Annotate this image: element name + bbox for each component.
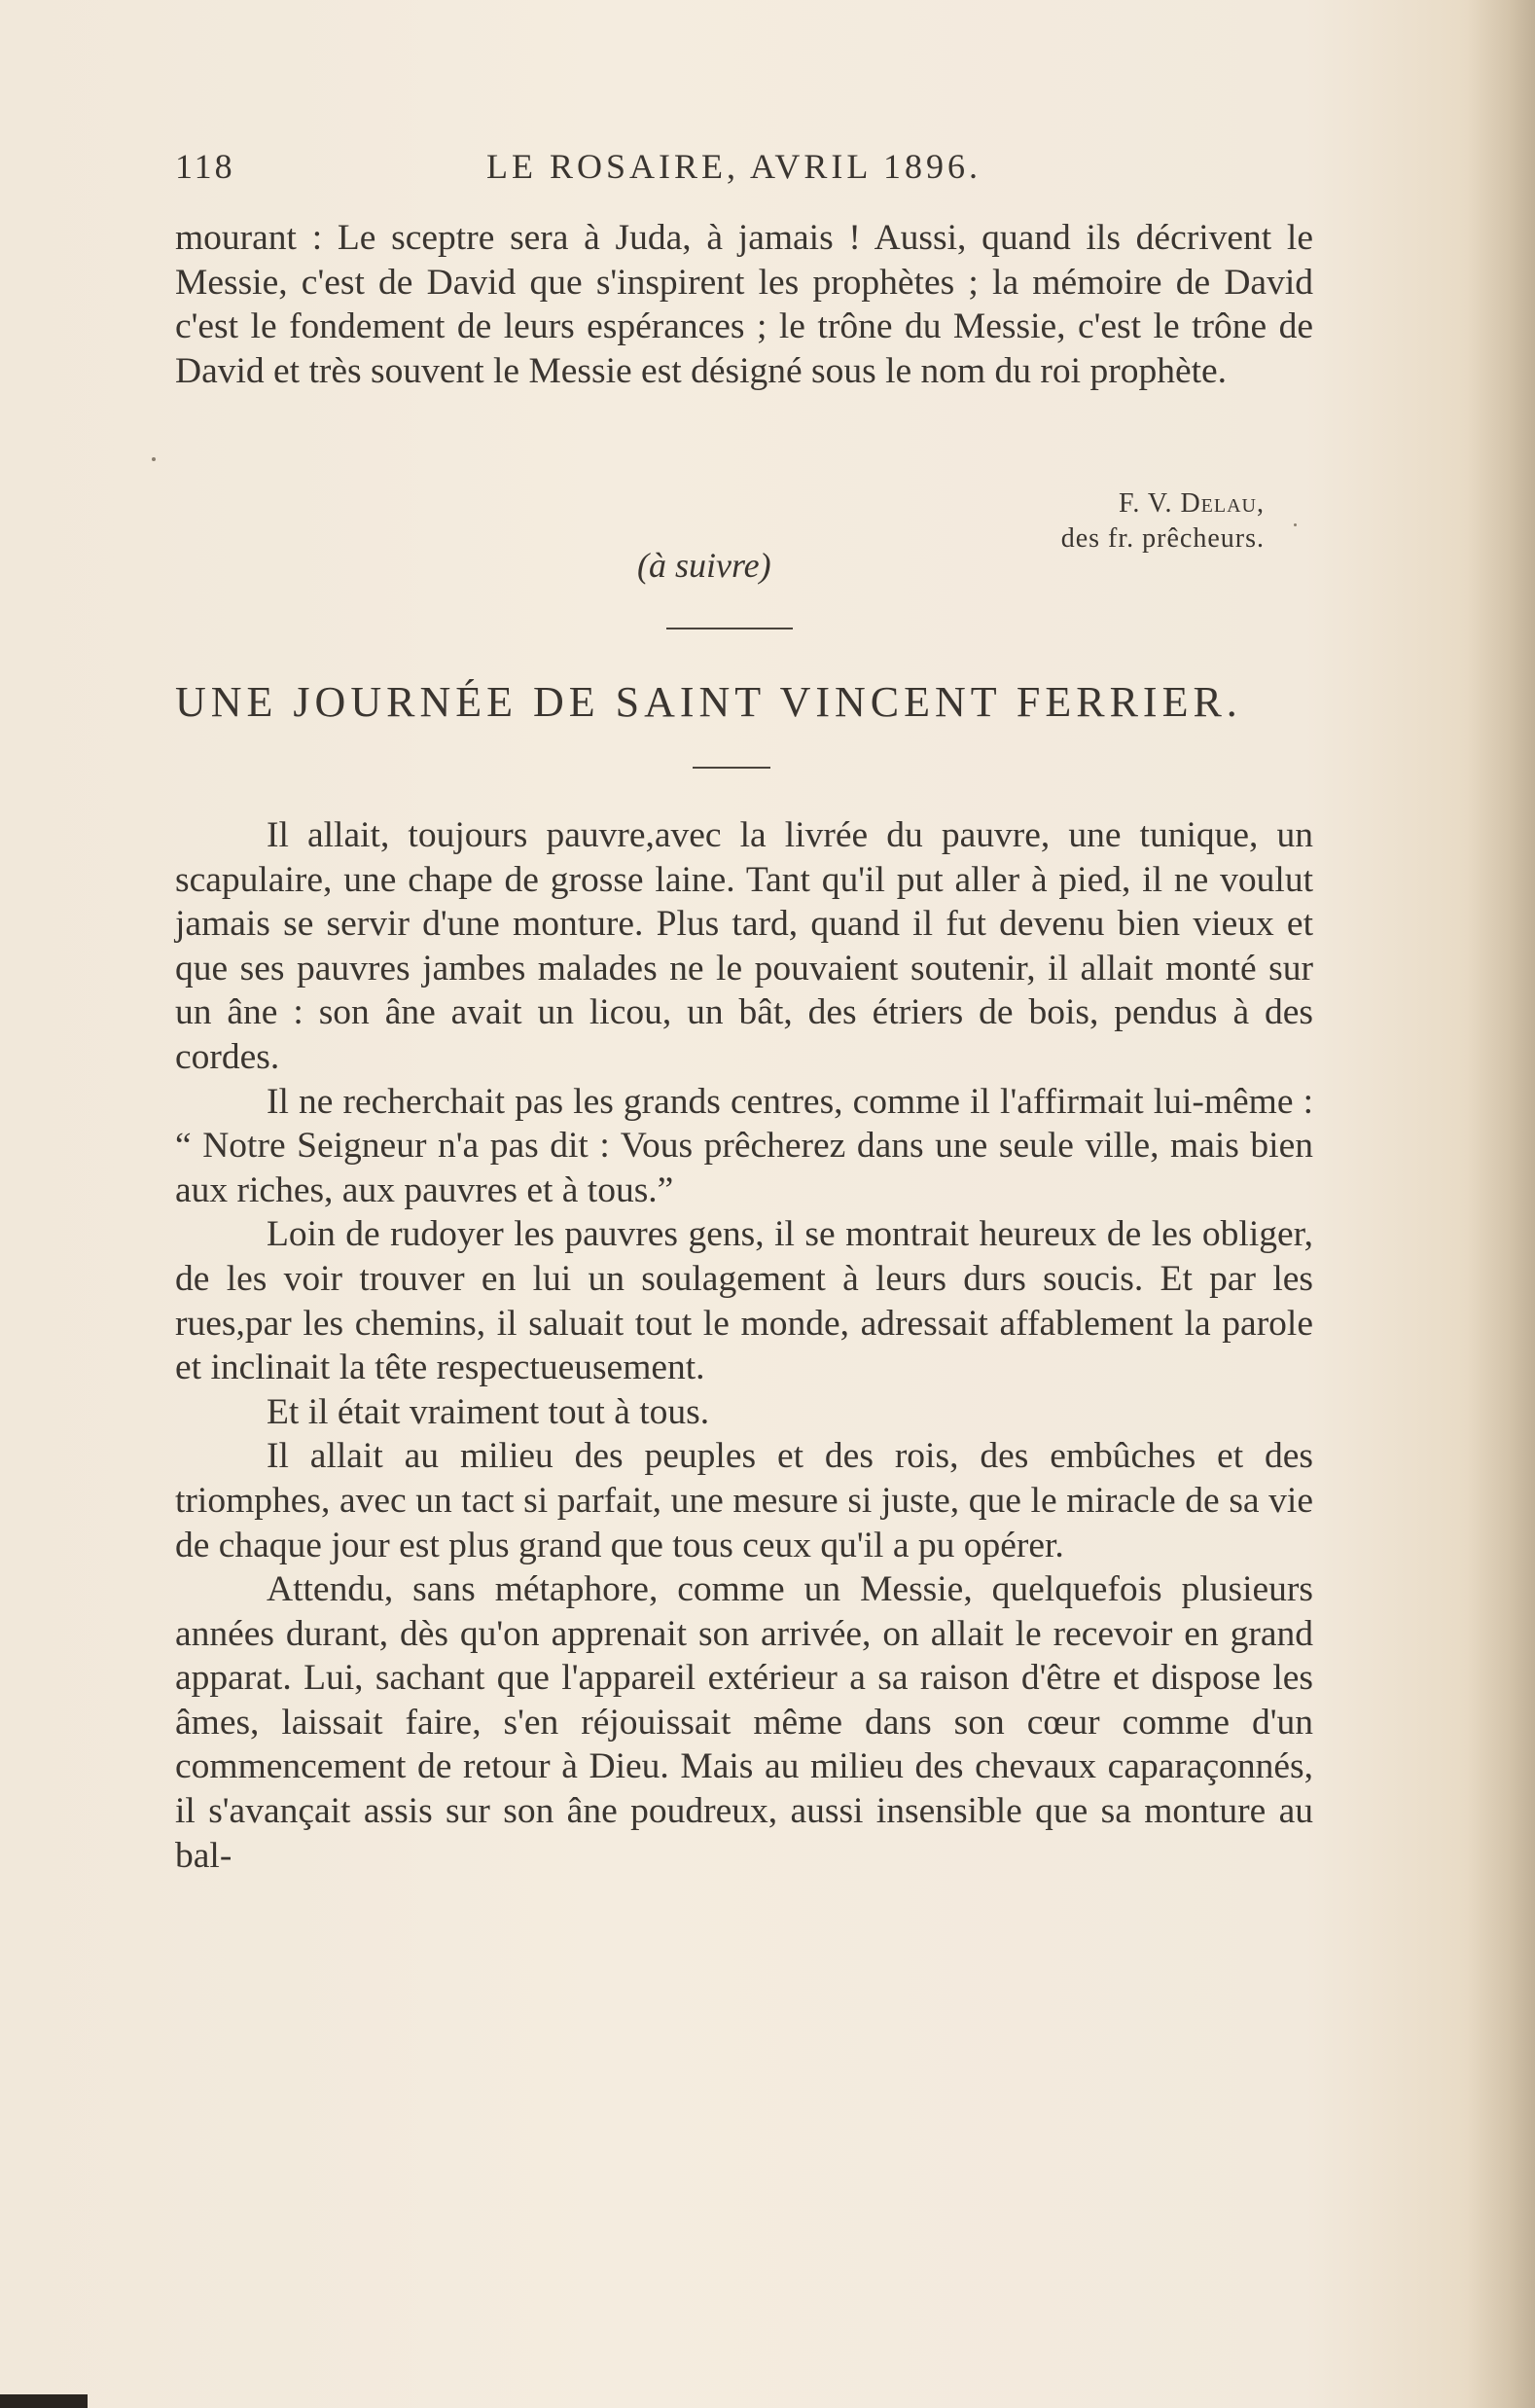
continuation-note: (à suivre) — [637, 546, 771, 585]
page-number: 118 — [175, 147, 235, 186]
section-divider-top — [666, 628, 793, 629]
author-initials: F. V. — [1119, 488, 1173, 519]
article-paragraph: Loin de rudoyer les pauvres gens, il se montrait heureux de les obliger, de les voir trouver en lui un soulagement à leurs durs soucis. Et par les rues,par les chemins, il saluait tout le monde, adressait affablement la parole et inclinait la tête respectueusement. — [175, 1214, 1313, 1388]
article-paragraph: Et il était vraiment tout à tous. — [267, 1391, 710, 1432]
running-title: LE ROSAIRE, AVRIL 1896. — [486, 147, 982, 186]
scan-corner-mark — [0, 2394, 88, 2408]
article-body — [175, 813, 1313, 1878]
author-name — [1061, 486, 1265, 521]
article-paragraph: Il ne recherchait pas les grands centres, comme il l'affirmait lui-même : “ Notre Seigneur n'a pas dit : Vous prêcherez dans une seule ville, mais bien aux riches, aux pauvres et à tous.” — [175, 1081, 1313, 1210]
paper-speck — [152, 457, 156, 461]
intro-paragraph: mourant : Le sceptre sera à Juda, à jamais ! Aussi, quand ils décrivent le Messie, c'est de David que s'inspirent les prophètes ; la mémoire de David c'est le fondement de leurs espérances ; le trône du Messie, c'est le trône de David et très souvent le Messie est désigné sous le nom du roi prophète. — [175, 218, 1313, 391]
article-paragraph: Il allait, toujours pauvre,avec la livrée du pauvre, une tunique, un scapulaire, une chape de grosse laine. Tant qu'il put aller à pied, il ne voulut jamais se servir d'une monture. Plus tard, quand il fut devenu bien vieux et que ses pauvres jambes malades ne le pouvaient soutenir, il allait monté sur un âne : son âne avait un licou, un bât, des étriers de bois, pendus à des cordes. — [175, 815, 1313, 1077]
author-signature — [1061, 486, 1265, 557]
section-title: UNE JOURNÉE DE SAINT VINCENT FERRIER. — [175, 678, 1242, 726]
paper-speck — [1294, 523, 1297, 526]
author-surname: Delau, — [1180, 488, 1265, 519]
running-header — [175, 146, 1313, 189]
binding-shadow — [1467, 0, 1535, 2408]
article-paragraph: Il allait au milieu des peuples et des rois, des embûches et des triomphes, avec un tact si parfait, une mesure si juste, que le miracle de sa vie de chaque jour est plus grand que tous ceux qu'il a pu opérer. — [175, 1436, 1313, 1565]
section-divider-bottom — [693, 767, 770, 769]
article-paragraph: Attendu, sans métaphore, comme un Messie, quelquefois plusieurs années durant, dès qu'on apprenait son arrivée, on allait le recevoir en grand apparat. Lui, sachant que l'appareil extérieur a sa raison d'être et dispose les âmes, laissait faire, s'en réjouissait même dans son cœur comme d'un commencement de retour à Dieu. Mais au milieu des chevaux caparaçonnés, il s'avançait assis sur son âne poudreux, aussi insensible que sa monture au bal- — [175, 1569, 1313, 1876]
intro-text-block — [175, 216, 1313, 393]
author-affiliation: des fr. prêcheurs. — [1060, 523, 1265, 554]
